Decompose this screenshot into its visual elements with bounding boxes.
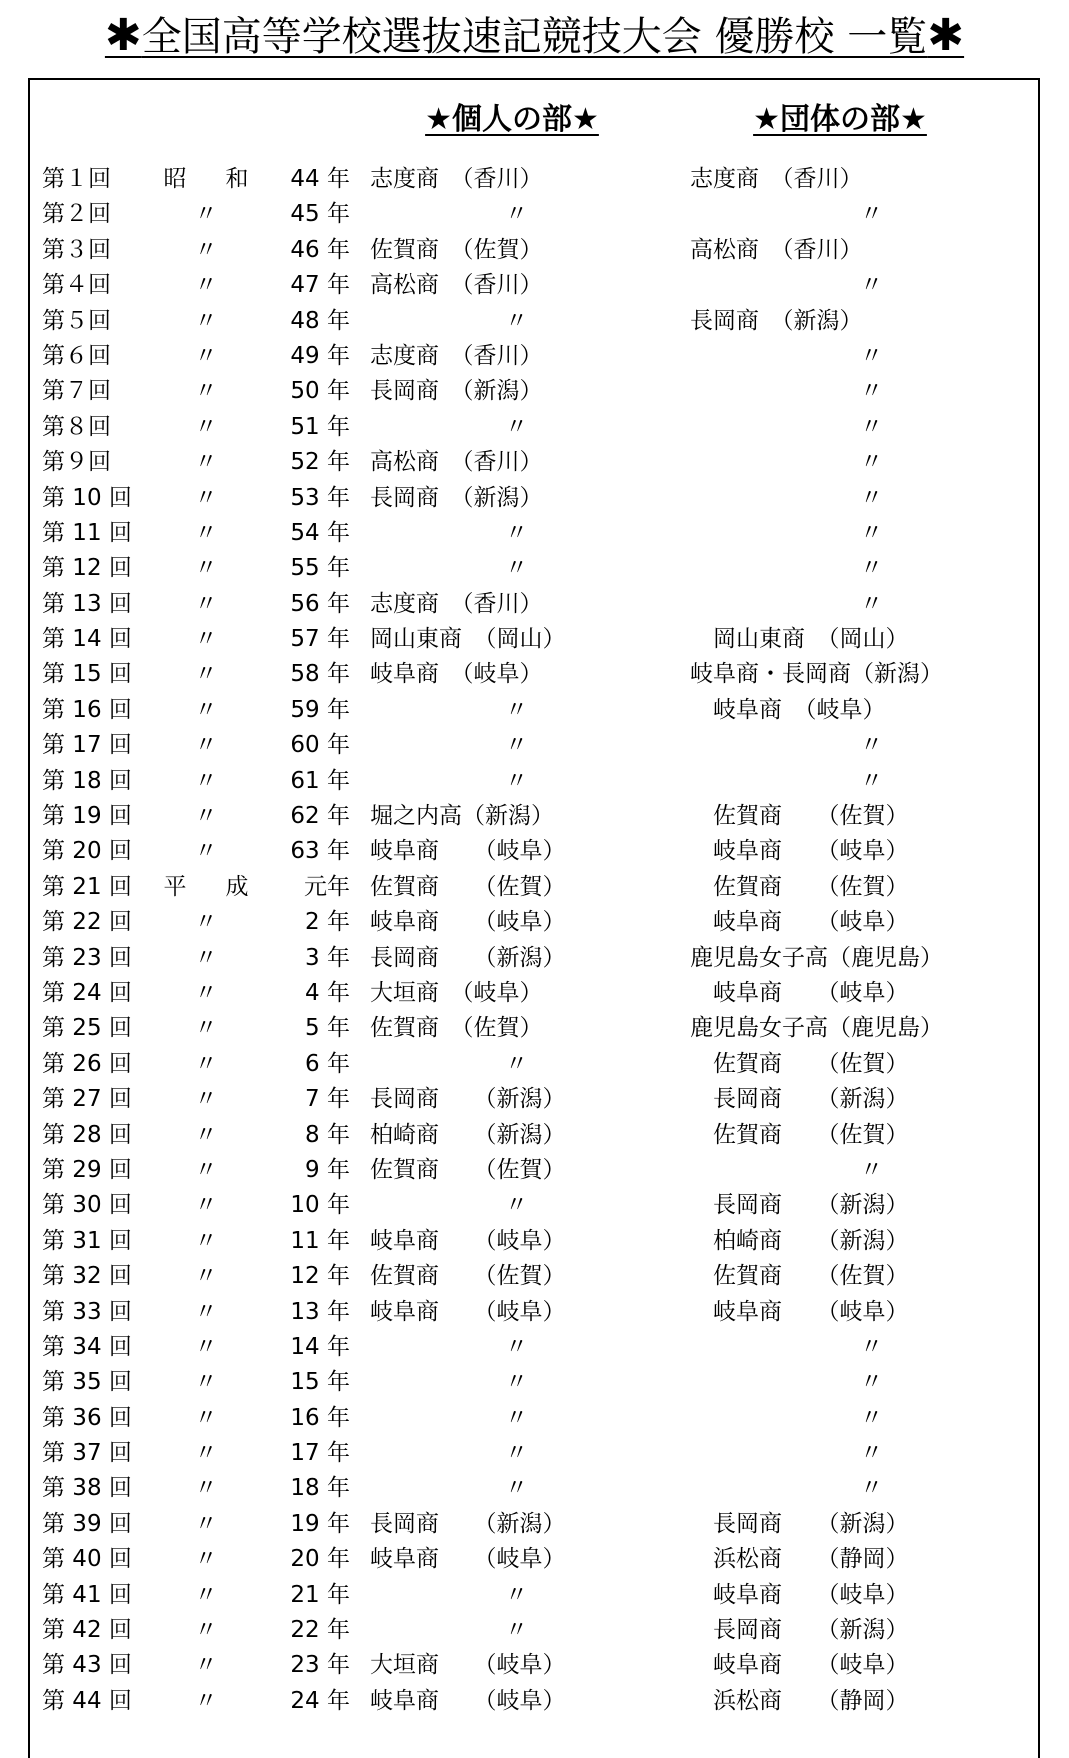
team-winner-cell: 〃 — [860, 378, 883, 405]
individual-winner-cell: 〃 — [505, 307, 528, 334]
team-winner-cell: 高松商 （香川） — [690, 236, 863, 263]
asterisk-left-icon: ✱ — [104, 10, 142, 61]
team-winner-cell: 浜松商 （静岡） — [690, 1546, 909, 1573]
individual-winner-cell: 〃 — [505, 201, 528, 228]
asterisk-right-icon: ✱ — [927, 10, 965, 61]
round-cell: 第 16 回 — [42, 696, 132, 723]
team-winner-cell: 岐阜商 （岐阜） — [690, 696, 886, 723]
team-winner-cell: 岐阜商 （岐阜） — [690, 1581, 909, 1608]
page-title — [105, 8, 964, 65]
table-row — [30, 1011, 1038, 1046]
team-winner-cell: 〃 — [860, 342, 883, 369]
team-winner-cell: 〃 — [860, 1404, 883, 1431]
table-row — [30, 1082, 1038, 1117]
individual-winner-cell: 大垣商 （岐阜） — [370, 1652, 566, 1679]
individual-winner-cell: 〃 — [505, 1333, 528, 1360]
table-body — [30, 162, 1038, 1719]
table-row — [30, 1436, 1038, 1471]
round-cell: 第１回 — [42, 166, 111, 192]
round-cell: 第 21 回 — [42, 873, 132, 900]
team-winner-cell: 長岡商 （新潟） — [690, 1086, 909, 1113]
table-row — [30, 1542, 1038, 1577]
team-winner-cell: 佐賀商 （佐賀） — [690, 1263, 909, 1290]
table-row — [30, 1259, 1038, 1294]
year-cell: 15 年 — [290, 1369, 350, 1396]
era-cell: 〃 — [194, 1333, 226, 1360]
year-cell: 18 年 — [290, 1475, 350, 1502]
individual-winner-cell: 〃 — [505, 413, 528, 440]
era-cell: 〃 — [194, 1050, 226, 1077]
round-cell: 第 29 回 — [42, 1156, 132, 1183]
round-cell: 第 36 回 — [42, 1404, 132, 1431]
round-cell: 第 20 回 — [42, 838, 132, 865]
team-winner-cell: 〃 — [860, 732, 883, 759]
round-cell: 第 10 回 — [42, 484, 132, 511]
round-cell: 第 26 回 — [42, 1050, 132, 1077]
year-cell: 56 年 — [290, 590, 350, 617]
round-cell: 第７回 — [42, 378, 111, 405]
round-cell: 第 37 回 — [42, 1440, 132, 1467]
table-row — [30, 1613, 1038, 1648]
year-cell: 3 年 — [305, 944, 350, 971]
individual-winner-cell: 〃 — [505, 1581, 528, 1608]
team-winner-cell: 長岡商 （新潟） — [690, 307, 863, 334]
team-winner-cell: 〃 — [860, 413, 883, 440]
year-cell: 19 年 — [290, 1510, 350, 1537]
individual-winner-cell: 志度商 （香川） — [370, 590, 543, 617]
table-row — [30, 374, 1038, 409]
individual-winner-cell: 長岡商 （新潟） — [370, 1510, 566, 1537]
team-winner-cell: 佐賀商 （佐賀） — [690, 873, 909, 900]
year-cell: 24 年 — [290, 1687, 350, 1714]
individual-winner-cell: 岐阜商 （岐阜） — [370, 1687, 566, 1714]
round-cell: 第 13 回 — [42, 590, 132, 617]
team-winner-cell: 〃 — [860, 1440, 883, 1467]
table-row — [30, 1365, 1038, 1400]
year-cell: 48 年 — [290, 307, 350, 334]
era-cell: 〃 — [194, 1369, 226, 1396]
era-cell: 〃 — [194, 484, 226, 511]
team-winner-cell: 〃 — [860, 767, 883, 794]
table-row — [30, 1507, 1038, 1542]
year-cell: 60 年 — [290, 732, 350, 759]
individual-winner-cell: 岐阜商 （岐阜） — [370, 1546, 566, 1573]
table-row — [30, 657, 1038, 692]
year-cell: 13 年 — [290, 1298, 350, 1325]
round-cell: 第 42 回 — [42, 1617, 132, 1644]
table-row — [30, 233, 1038, 268]
table-row — [30, 941, 1038, 976]
table-row — [30, 516, 1038, 551]
table-header — [30, 100, 1038, 140]
table-row — [30, 304, 1038, 339]
era-cell: 〃 — [194, 201, 226, 228]
team-winner-cell: 岐阜商 （岐阜） — [690, 838, 909, 865]
table-row — [30, 1153, 1038, 1188]
header-team — [690, 100, 990, 140]
era-cell: 〃 — [194, 449, 226, 476]
table-row — [30, 1295, 1038, 1330]
team-winner-cell: 岐阜商・長岡商（新潟） — [690, 661, 943, 688]
individual-winner-cell: 〃 — [505, 519, 528, 546]
year-cell: 11 年 — [290, 1227, 350, 1254]
era-cell: 〃 — [194, 626, 226, 653]
table-row — [30, 1471, 1038, 1506]
era-cell: 〃 — [194, 1086, 226, 1113]
individual-winner-cell: 長岡商 （新潟） — [370, 378, 543, 405]
team-winner-cell: 〃 — [860, 1369, 883, 1396]
individual-winner-cell: 志度商 （香川） — [370, 166, 543, 192]
individual-winner-cell: 柏崎商 （新潟） — [370, 1121, 566, 1148]
team-winner-cell: 〃 — [860, 1475, 883, 1502]
year-cell: 23 年 — [290, 1652, 350, 1679]
table-row — [30, 1188, 1038, 1223]
era-cell: 〃 — [194, 1440, 226, 1467]
era-cell: 〃 — [194, 1298, 226, 1325]
year-cell: 22 年 — [290, 1617, 350, 1644]
era-cell: 〃 — [194, 342, 226, 369]
year-cell: 21 年 — [290, 1581, 350, 1608]
era-cell: 平 成 — [163, 873, 257, 900]
era-cell: 〃 — [194, 1581, 226, 1608]
era-cell: 〃 — [194, 1475, 226, 1502]
year-cell: 62 年 — [290, 803, 350, 830]
team-winner-cell: 佐賀商 （佐賀） — [690, 803, 909, 830]
individual-winner-cell: 〃 — [505, 1404, 528, 1431]
table-row — [30, 693, 1038, 728]
round-cell: 第 23 回 — [42, 944, 132, 971]
individual-winner-cell: 〃 — [505, 555, 528, 582]
round-cell: 第 33 回 — [42, 1298, 132, 1325]
round-cell: 第 18 回 — [42, 767, 132, 794]
year-cell: 47 年 — [290, 272, 350, 299]
individual-winner-cell: 岐阜商 （岐阜） — [370, 909, 566, 936]
era-cell: 〃 — [194, 1404, 226, 1431]
individual-winner-cell: 岐阜商 （岐阜） — [370, 1298, 566, 1325]
table-row — [30, 1648, 1038, 1683]
round-cell: 第４回 — [42, 272, 111, 299]
round-cell: 第 12 回 — [42, 555, 132, 582]
round-cell: 第 31 回 — [42, 1227, 132, 1254]
round-cell: 第 22 回 — [42, 909, 132, 936]
table-row — [30, 197, 1038, 232]
header-individual — [362, 100, 662, 140]
era-cell: 〃 — [194, 1263, 226, 1290]
round-cell: 第２回 — [42, 201, 111, 228]
round-cell: 第 24 回 — [42, 979, 132, 1006]
table-row — [30, 1401, 1038, 1436]
team-winner-cell: 岐阜商 （岐阜） — [690, 1298, 909, 1325]
era-cell: 〃 — [194, 944, 226, 971]
round-cell: 第９回 — [42, 449, 111, 476]
era-cell: 〃 — [194, 661, 226, 688]
round-cell: 第６回 — [42, 342, 111, 369]
year-cell: 10 年 — [290, 1192, 350, 1219]
individual-winner-cell: 高松商 （香川） — [370, 272, 543, 299]
table-row — [30, 481, 1038, 516]
header-team-label: ★団体の部★ — [753, 102, 927, 137]
table-row — [30, 905, 1038, 940]
individual-winner-cell: 〃 — [505, 1369, 528, 1396]
era-cell: 〃 — [194, 1227, 226, 1254]
table-row — [30, 728, 1038, 763]
year-cell: 14 年 — [290, 1333, 350, 1360]
individual-winner-cell: 佐賀商 （佐賀） — [370, 873, 566, 900]
individual-winner-cell: 佐賀商 （佐賀） — [370, 1263, 566, 1290]
table-row — [30, 410, 1038, 445]
year-cell: 59 年 — [290, 696, 350, 723]
era-cell: 〃 — [194, 413, 226, 440]
table-row — [30, 587, 1038, 622]
era-cell: 〃 — [194, 307, 226, 334]
individual-winner-cell: 〃 — [505, 1440, 528, 1467]
year-cell: 7 年 — [305, 1086, 350, 1113]
year-cell: 51 年 — [290, 413, 350, 440]
results-table — [28, 78, 1040, 1758]
individual-winner-cell: 志度商 （香川） — [370, 342, 543, 369]
year-cell: 46 年 — [290, 236, 350, 263]
era-cell: 〃 — [194, 767, 226, 794]
table-row — [30, 551, 1038, 586]
table-row — [30, 1224, 1038, 1259]
year-cell: 49 年 — [290, 342, 350, 369]
year-cell: 53 年 — [290, 484, 350, 511]
table-row — [30, 764, 1038, 799]
individual-winner-cell: 〃 — [505, 1050, 528, 1077]
round-cell: 第５回 — [42, 307, 111, 334]
team-winner-cell: 佐賀商 （佐賀） — [690, 1121, 909, 1148]
round-cell: 第８回 — [42, 413, 111, 440]
individual-winner-cell: 〃 — [505, 696, 528, 723]
round-cell: 第 28 回 — [42, 1121, 132, 1148]
year-cell: 58 年 — [290, 661, 350, 688]
table-row — [30, 339, 1038, 374]
table-row — [30, 162, 1038, 197]
year-cell: 17 年 — [290, 1440, 350, 1467]
individual-winner-cell: 〃 — [505, 732, 528, 759]
team-winner-cell: 長岡商 （新潟） — [690, 1192, 909, 1219]
team-winner-cell: 鹿児島女子高（鹿児島） — [690, 1015, 943, 1042]
era-cell: 〃 — [194, 1652, 226, 1679]
era-cell: 〃 — [194, 1617, 226, 1644]
team-winner-cell: 〃 — [860, 1333, 883, 1360]
individual-winner-cell: 岡山東商 （岡山） — [370, 626, 566, 653]
team-winner-cell: 岐阜商 （岐阜） — [690, 909, 909, 936]
round-cell: 第 41 回 — [42, 1581, 132, 1608]
year-cell: 44 年 — [290, 166, 350, 192]
team-winner-cell: 岡山東商 （岡山） — [690, 626, 909, 653]
table-row — [30, 1684, 1038, 1719]
table-row — [30, 799, 1038, 834]
era-cell: 〃 — [194, 696, 226, 723]
individual-winner-cell: 岐阜商 （岐阜） — [370, 838, 566, 865]
team-winner-cell: 岐阜商 （岐阜） — [690, 979, 909, 1006]
era-cell: 〃 — [194, 1546, 226, 1573]
round-cell: 第 17 回 — [42, 732, 132, 759]
year-cell: 50 年 — [290, 378, 350, 405]
era-cell: 〃 — [194, 555, 226, 582]
era-cell: 〃 — [194, 519, 226, 546]
table-row — [30, 268, 1038, 303]
round-cell: 第 27 回 — [42, 1086, 132, 1113]
era-cell: 〃 — [194, 378, 226, 405]
individual-winner-cell: 〃 — [505, 1475, 528, 1502]
team-winner-cell: 〃 — [860, 590, 883, 617]
year-cell: 45 年 — [290, 201, 350, 228]
year-cell: 元年 — [304, 873, 350, 900]
round-cell: 第 38 回 — [42, 1475, 132, 1502]
round-cell: 第 39 回 — [42, 1510, 132, 1537]
era-cell: 〃 — [194, 909, 226, 936]
round-cell: 第 25 回 — [42, 1015, 132, 1042]
team-winner-cell: 岐阜商 （岐阜） — [690, 1652, 909, 1679]
round-cell: 第 44 回 — [42, 1687, 132, 1714]
era-cell: 〃 — [194, 590, 226, 617]
year-cell: 4 年 — [305, 979, 350, 1006]
team-winner-cell: 長岡商 （新潟） — [690, 1617, 909, 1644]
year-cell: 6 年 — [305, 1050, 350, 1077]
year-cell: 63 年 — [290, 838, 350, 865]
round-cell: 第 43 回 — [42, 1652, 132, 1679]
team-winner-cell: 〃 — [860, 555, 883, 582]
era-cell: 〃 — [194, 838, 226, 865]
table-row — [30, 834, 1038, 869]
table-row — [30, 445, 1038, 480]
team-winner-cell: 〃 — [860, 484, 883, 511]
era-cell: 〃 — [194, 272, 226, 299]
era-cell: 〃 — [194, 1510, 226, 1537]
era-cell: 〃 — [194, 1156, 226, 1183]
team-winner-cell: 〃 — [860, 201, 883, 228]
year-cell: 5 年 — [305, 1015, 350, 1042]
round-cell: 第 11 回 — [42, 519, 132, 546]
round-cell: 第 35 回 — [42, 1369, 132, 1396]
individual-winner-cell: 佐賀商 （佐賀） — [370, 236, 543, 263]
individual-winner-cell: 大垣商 （岐阜） — [370, 979, 543, 1006]
year-cell: 8 年 — [305, 1121, 350, 1148]
team-winner-cell: 佐賀商 （佐賀） — [690, 1050, 909, 1077]
year-cell: 61 年 — [290, 767, 350, 794]
individual-winner-cell: 堀之内高（新潟） — [370, 803, 554, 830]
individual-winner-cell: 佐賀商 （佐賀） — [370, 1015, 543, 1042]
round-cell: 第 14 回 — [42, 626, 132, 653]
team-winner-cell: 鹿児島女子高（鹿児島） — [690, 944, 943, 971]
year-cell: 12 年 — [290, 1263, 350, 1290]
round-cell: 第 32 回 — [42, 1263, 132, 1290]
round-cell: 第 40 回 — [42, 1546, 132, 1573]
individual-winner-cell: 長岡商 （新潟） — [370, 944, 566, 971]
team-winner-cell: 長岡商 （新潟） — [690, 1510, 909, 1537]
era-cell: 〃 — [194, 803, 226, 830]
individual-winner-cell: 岐阜商 （岐阜） — [370, 1227, 566, 1254]
table-row — [30, 870, 1038, 905]
era-cell: 昭 和 — [163, 166, 257, 192]
page-title-text: 全国高等学校選抜速記競技大会 優勝校 一覧 — [141, 14, 928, 60]
table-row — [30, 1118, 1038, 1153]
year-cell: 55 年 — [290, 555, 350, 582]
round-cell: 第 15 回 — [42, 661, 132, 688]
round-cell: 第 34 回 — [42, 1333, 132, 1360]
team-winner-cell: 〃 — [860, 272, 883, 299]
individual-winner-cell: 〃 — [505, 1192, 528, 1219]
table-row — [30, 1330, 1038, 1365]
individual-winner-cell: 〃 — [505, 1617, 528, 1644]
round-cell: 第３回 — [42, 236, 111, 263]
era-cell: 〃 — [194, 979, 226, 1006]
era-cell: 〃 — [194, 1192, 226, 1219]
era-cell: 〃 — [194, 236, 226, 263]
individual-winner-cell: 岐阜商 （岐阜） — [370, 661, 543, 688]
year-cell: 2 年 — [305, 909, 350, 936]
era-cell: 〃 — [194, 732, 226, 759]
table-row — [30, 622, 1038, 657]
round-cell: 第 19 回 — [42, 803, 132, 830]
table-row — [30, 1578, 1038, 1613]
round-cell: 第 30 回 — [42, 1192, 132, 1219]
year-cell: 20 年 — [290, 1546, 350, 1573]
era-cell: 〃 — [194, 1121, 226, 1148]
era-cell: 〃 — [194, 1015, 226, 1042]
year-cell: 16 年 — [290, 1404, 350, 1431]
individual-winner-cell: 〃 — [505, 767, 528, 794]
individual-winner-cell: 長岡商 （新潟） — [370, 1086, 566, 1113]
individual-winner-cell: 長岡商 （新潟） — [370, 484, 543, 511]
team-winner-cell: 〃 — [860, 449, 883, 476]
team-winner-cell: 〃 — [860, 519, 883, 546]
header-individual-label: ★個人の部★ — [425, 102, 599, 137]
year-cell: 9 年 — [305, 1156, 350, 1183]
year-cell: 52 年 — [290, 449, 350, 476]
table-row — [30, 976, 1038, 1011]
year-cell: 54 年 — [290, 519, 350, 546]
year-cell: 57 年 — [290, 626, 350, 653]
team-winner-cell: 〃 — [860, 1156, 883, 1183]
individual-winner-cell: 佐賀商 （佐賀） — [370, 1156, 566, 1183]
title-area — [0, 8, 1069, 65]
team-winner-cell: 志度商 （香川） — [690, 166, 863, 192]
team-winner-cell: 浜松商 （静岡） — [690, 1687, 909, 1714]
individual-winner-cell: 高松商 （香川） — [370, 449, 543, 476]
table-row — [30, 1047, 1038, 1082]
era-cell: 〃 — [194, 1687, 226, 1714]
team-winner-cell: 柏崎商 （新潟） — [690, 1227, 909, 1254]
